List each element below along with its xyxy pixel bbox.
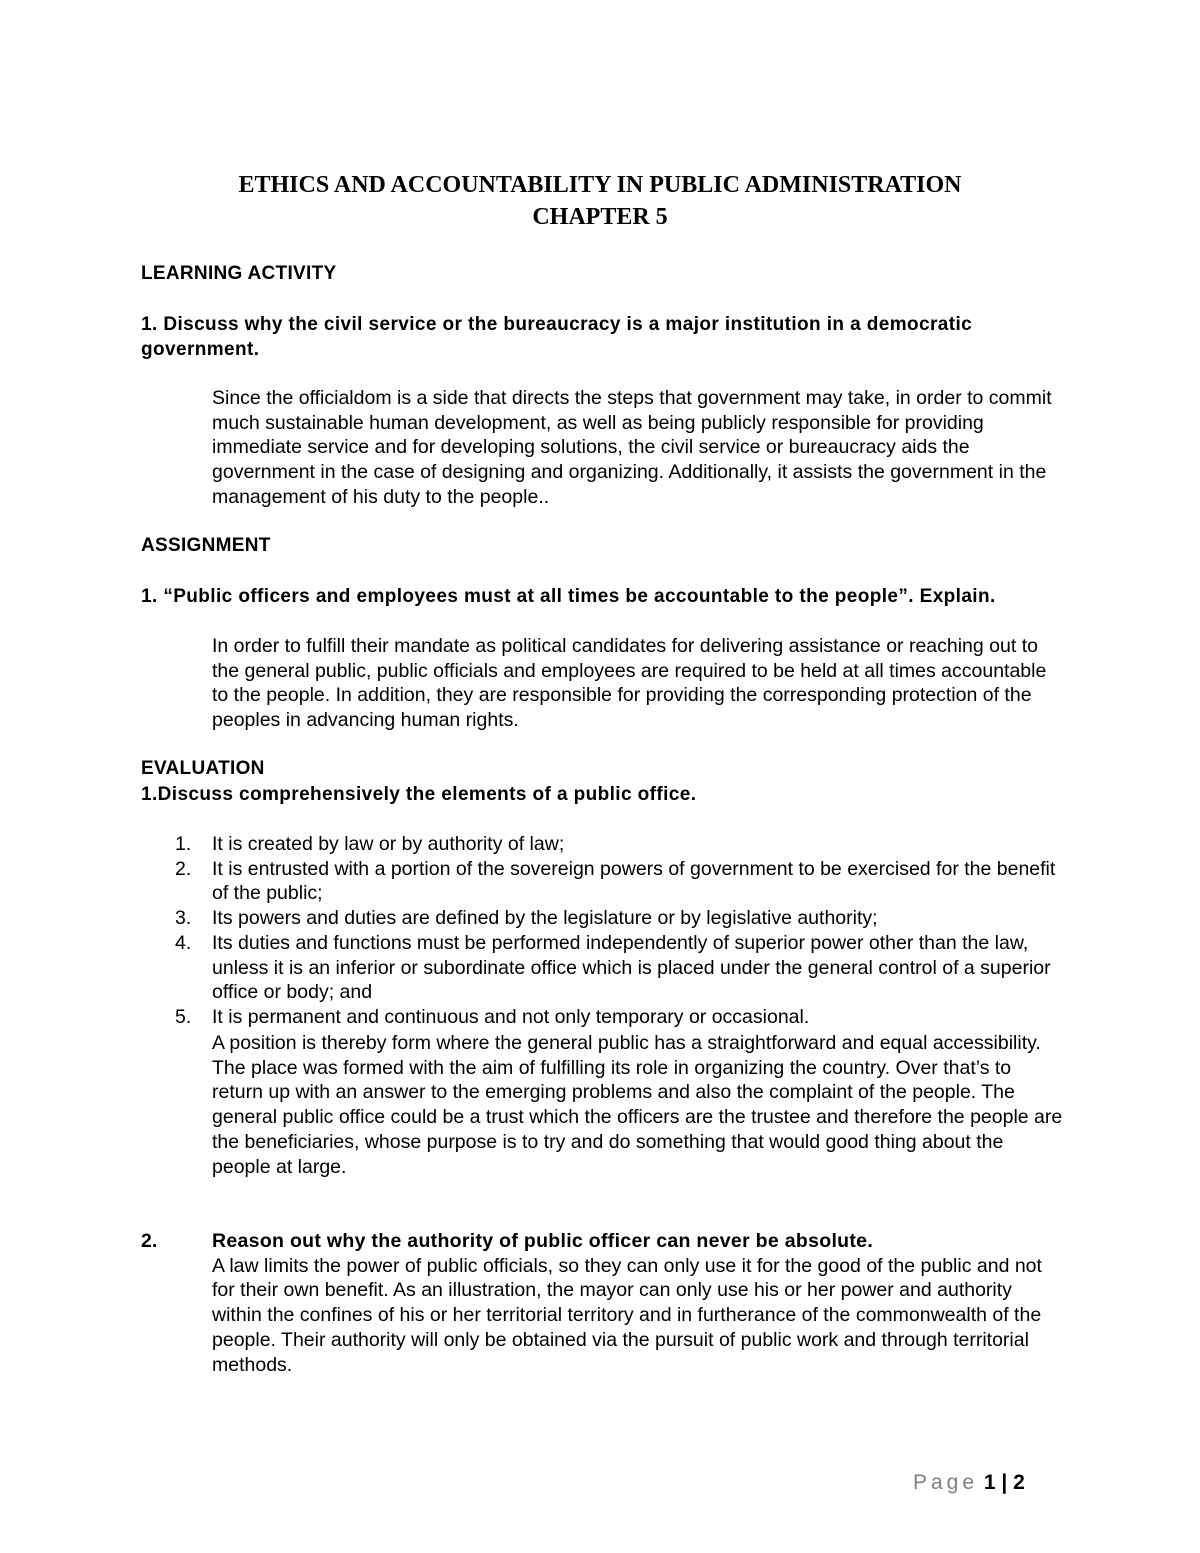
- assignment-answer: In order to fulfill their mandate as political candidates for delivering assistance or reaching out to the general public, public officials and employees are required to be held at all times accountable to the people. In addition, they are responsible for providing the corresponding protection of the peoples in advancing human rights.: [212, 635, 1047, 732]
- list-item-number: 4.: [175, 931, 192, 954]
- list-item: [175, 1005, 1065, 1030]
- list-item-number: 5.: [175, 1005, 192, 1028]
- learning-activity-answer: Since the officialdom is a side that directs the steps that government may take, in order to commit much sustainable human development, as well as being publicly responsible for providing immediate service and for developing solutions, the civil service or bureaucracy aids the government in the case of designing and organizing. Additionally, it assists the government in the management of his duty to the people..: [212, 387, 1052, 508]
- evaluation-question-2: [141, 1229, 1071, 1377]
- list-item-number: 2.: [175, 857, 192, 880]
- learning-activity-heading: LEARNING ACTIVITY: [141, 263, 337, 284]
- page-label: Page: [913, 1471, 979, 1494]
- elements-explanation: A position is thereby form where the general public has a straightforward and equal accessibility. The place was formed with the aim of fulfilling its role in organizing the country. Over that’s to return up with an answer to the emerging problems and also the complaint of the people. The general public office could be a trust which the officers are the trustee and therefore the people are the beneficiaries, whose purpose is to try and do something that would good thing about the people at large.: [212, 1032, 1063, 1178]
- evaluation-question: 1.Discuss comprehensively the elements of a public office.: [141, 784, 697, 805]
- list-item-number: 1.: [175, 833, 192, 855]
- list-item: [175, 906, 1065, 931]
- evaluation-heading: EVALUATION: [141, 758, 265, 779]
- question-2-number: 2.: [141, 1230, 158, 1252]
- question-2-title: Reason out why the authority of public officer can never be absolute.: [212, 1230, 874, 1252]
- document-title: ETHICS AND ACCOUNTABILITY IN PUBLIC ADMINISTRATION: [238, 172, 962, 198]
- list-item-text: Its powers and duties are defined by the legislature or by legislative authority;: [212, 907, 878, 930]
- chapter-title: CHAPTER 5: [532, 204, 668, 230]
- list-item: [175, 857, 1065, 906]
- list-item: [175, 931, 1065, 1005]
- page-footer: [913, 1470, 1025, 1496]
- list-item-text: It is created by law or by authority of law;: [212, 833, 565, 855]
- total-pages-number: 2: [1013, 1471, 1025, 1494]
- list-item-text: It is permanent and continuous and not only temporary or occasional.: [212, 1005, 810, 1028]
- assignment-question: 1. “Public officers and employees must at all times be accountable to the people”. Explain.: [141, 586, 996, 607]
- list-item-text: Its duties and functions must be performed independently of superior power other than the law, unless it is an inferior or subordinate office which is placed under the general control of a superior office or body; and: [212, 931, 1051, 1004]
- current-page-number: 1: [983, 1471, 996, 1494]
- learning-activity-question: 1. Discuss why the civil service or the bureaucracy is a major institution in a democratic government.: [141, 314, 973, 360]
- elements-list: [175, 832, 1065, 1030]
- assignment-heading: ASSIGNMENT: [141, 535, 271, 556]
- list-item-number: 3.: [175, 907, 192, 930]
- list-item: [175, 832, 1065, 857]
- question-2-answer: A law limits the power of public officials, so they can only use it for the good of the public and not for their own benefit. As an illustration, the mayor can only use his or her power and authority within the confines of his or her territorial territory and in furtherance of the commonwealth of the people. Their authority will only be obtained via the pursuit of public work and through territorial methods.: [212, 1254, 1042, 1376]
- page-separator: |: [1001, 1471, 1008, 1494]
- list-item-text: It is entrusted with a portion of the sovereign powers of government to be exercised for the benefit of the public;: [212, 857, 1056, 905]
